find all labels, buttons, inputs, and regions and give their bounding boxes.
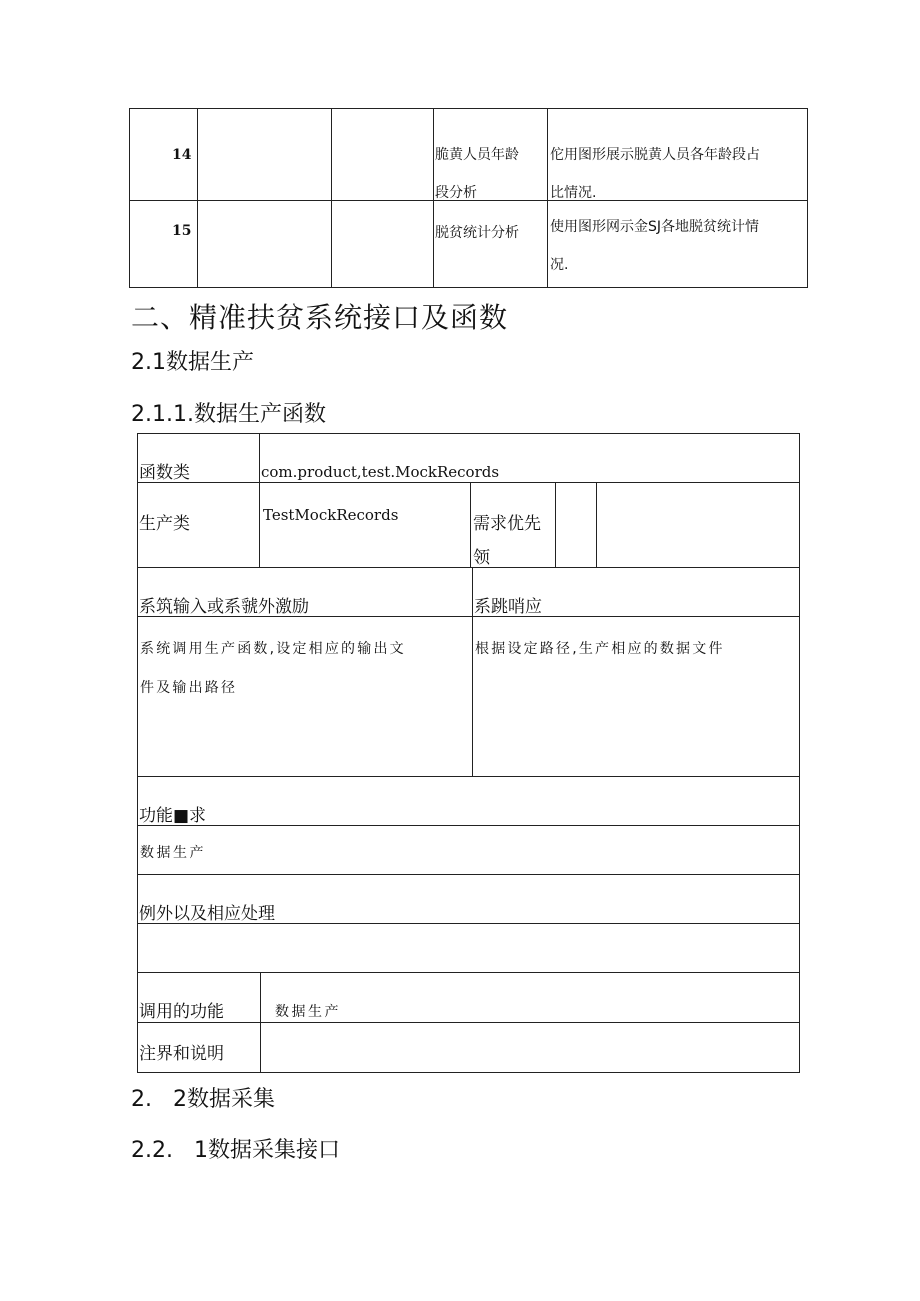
called-value: 数据生产 xyxy=(275,1004,341,1020)
input-label: 系筑输入或系虢外激励 xyxy=(139,597,309,617)
row-name-line: 脱贫统计分析 xyxy=(435,225,519,241)
exceptions-label: 例外以及相应处理 xyxy=(139,904,275,924)
response-text: 根据设定路径,生产相应的数据文件 xyxy=(475,641,725,657)
row-name-line: 脆黄人员年龄 xyxy=(435,147,519,163)
priority-label-line: 需求优先 xyxy=(473,514,541,534)
prod-class-value: TestMockRecords xyxy=(263,506,399,524)
row-name-line: 段分析 xyxy=(435,185,477,201)
row-desc-line: 佗用图形展示脱黄人员各年龄段占 xyxy=(550,147,760,163)
input-text-line: 件及输出路径 xyxy=(140,680,238,696)
section-heading: 二、精准扶贫系统接口及函数 xyxy=(131,301,509,334)
subsubsection-heading: 2.1.1.数据生产函数 xyxy=(131,402,326,427)
subsection-heading: 2. 2数据采集 xyxy=(131,1087,275,1112)
row-number: 14 xyxy=(172,147,192,163)
row-desc-line: 况. xyxy=(550,257,569,273)
notes-label: 注界和说明 xyxy=(139,1044,224,1064)
called-label: 调用的功能 xyxy=(139,1002,224,1022)
row-number: 15 xyxy=(172,223,192,239)
func-req-value: 数据生产 xyxy=(140,845,206,861)
func-req-label: 功能■求 xyxy=(139,806,207,826)
priority-label-line: 领 xyxy=(473,548,490,568)
row-desc-line: 比情况. xyxy=(550,185,597,201)
response-label: 系跳哨应 xyxy=(474,597,542,617)
subsubsection-heading: 2.2. 1数据采集接口 xyxy=(131,1138,340,1163)
func-class-value: com.product,test.MockRecords xyxy=(261,463,500,481)
func-class-label: 函数类 xyxy=(139,463,190,483)
row-desc-line: 使用图形网示金SJ各地脱贫统计情 xyxy=(550,219,760,235)
subsection-heading: 2.1数据生产 xyxy=(131,350,254,375)
prod-class-label: 生产类 xyxy=(139,514,190,534)
input-text-line: 系统调用生产函数,设定相应的输出文 xyxy=(140,641,406,657)
